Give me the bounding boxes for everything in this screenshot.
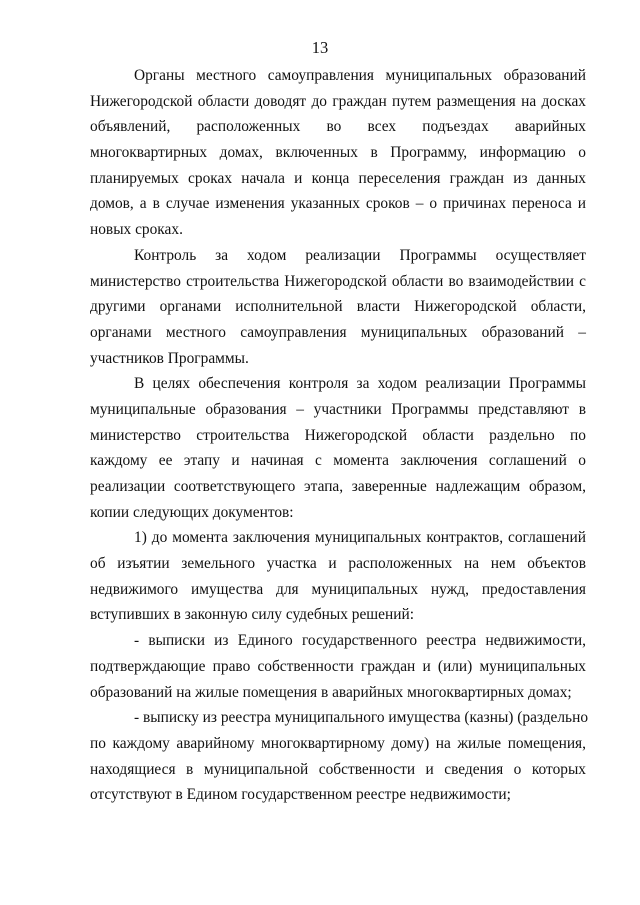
paragraph-line: отсутствуют в Едином государственном реестре недвижимости; xyxy=(90,786,511,804)
paragraph-line: об изъятии земельного участка и расположенных на нем объектов xyxy=(90,555,586,573)
paragraph-line: органами местного самоуправления муниципальных образований – xyxy=(90,323,586,341)
paragraph-line: находящиеся в муниципальной собственности и сведения о которых xyxy=(90,760,586,778)
paragraph xyxy=(90,525,586,628)
paragraph-line: Контроль за ходом реализации Программы осуществляет xyxy=(134,246,586,264)
paragraph-line: реализации соответствующего этапа, заверенные надлежащим образом, xyxy=(90,478,586,495)
page-number: 13 xyxy=(311,38,329,57)
paragraph xyxy=(90,243,586,371)
paragraph xyxy=(90,371,586,525)
paragraph-line: Нижегородской области доводят до граждан путем размещения на досках xyxy=(90,92,586,110)
paragraph-line: образований на жилые помещения в аварийных многоквартирных домах; xyxy=(90,683,572,701)
paragraph-line: В целях обеспечения контроля за ходом реализации Программы xyxy=(134,375,586,393)
paragraph-line: другими органами исполнительной власти Нижегородской области, xyxy=(90,298,586,316)
paragraph xyxy=(90,705,589,808)
paragraph-line: планируемых сроках начала и конца переселения граждан из данных xyxy=(90,169,586,187)
paragraph-line: муниципальные образования – участники Программы представляют в xyxy=(90,400,586,418)
paragraph-line: участников Программы. xyxy=(90,349,249,367)
paragraph-line: домов, а в случае изменения указанных сроков – о причинах переноса и xyxy=(90,195,586,213)
paragraph xyxy=(90,63,586,243)
paragraph-line: - выписку из реестра муниципального имущества (казны) (раздельно xyxy=(134,709,589,727)
paragraph-line: Органы местного самоуправления муниципальных образований xyxy=(134,67,586,84)
paragraph-line: недвижимого имущества для муниципальных нужд, предоставления xyxy=(90,580,586,598)
paragraph-line: министерство строительства Нижегородской области раздельно по xyxy=(90,426,586,444)
paragraph-line: вступивших в законную силу судебных решений: xyxy=(90,606,414,624)
paragraph-line: 1) до момента заключения муниципальных контрактов, соглашений xyxy=(134,529,586,547)
paragraph-line: министерство строительства Нижегородской области во взаимодействии с xyxy=(90,272,586,290)
paragraph-line: объявлений, расположенных во всех подъездах аварийных xyxy=(90,118,586,136)
paragraph-line: - выписки из Единого государственного реестра недвижимости, xyxy=(134,632,586,650)
paragraph-line: многоквартирных домах, включенных в Программу, информацию о xyxy=(90,144,586,162)
paragraph-line: новых сроках. xyxy=(90,221,183,239)
paragraph-line: подтверждающие право собственности граждан и (или) муниципальных xyxy=(90,657,586,675)
paragraph xyxy=(90,628,586,705)
paragraph-line: копии следующих документов: xyxy=(90,503,294,521)
paragraph-line: каждому ее этапу и начиная с момента заключения соглашений о xyxy=(90,452,586,470)
paragraph-line: по каждому аварийному многоквартирному дому) на жилые помещения, xyxy=(90,734,586,752)
document-body xyxy=(90,63,589,808)
